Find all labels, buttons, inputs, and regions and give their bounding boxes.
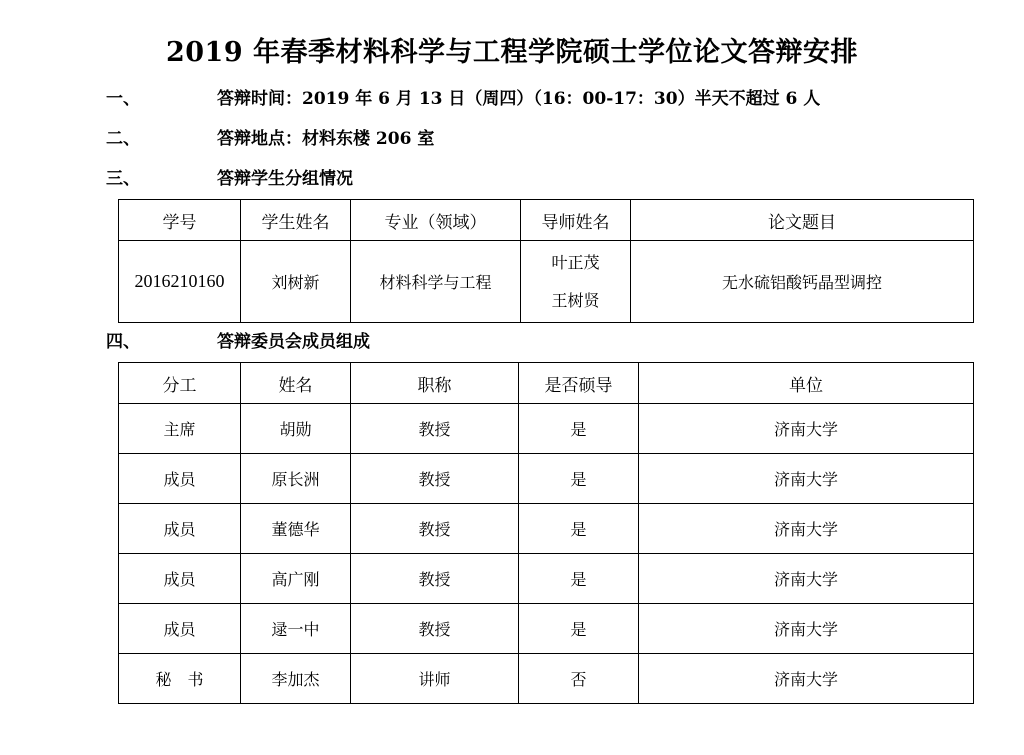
header-major: 专业（领域） <box>351 200 521 241</box>
name-cell: 高广刚 <box>241 554 351 604</box>
supervisor-cell: 是 <box>519 454 639 504</box>
committee-table <box>118 362 974 704</box>
advisor-name: 叶正茂 <box>551 252 600 272</box>
name-cell: 李加杰 <box>241 654 351 704</box>
table-row <box>119 454 974 504</box>
title-cell: 教授 <box>351 404 519 454</box>
section-number: 二、 <box>106 129 140 149</box>
name-cell: 董德华 <box>241 504 351 554</box>
title-cell: 教授 <box>351 554 519 604</box>
table-row <box>119 654 974 704</box>
section-text: 答辩学生分组情况 <box>217 169 353 189</box>
role-cell: 成员 <box>119 554 241 604</box>
unit-cell: 济南大学 <box>639 554 974 604</box>
name-cell: 原长洲 <box>241 454 351 504</box>
supervisor-cell: 是 <box>519 604 639 654</box>
role-cell: 秘 书 <box>119 654 241 704</box>
table-row <box>119 604 974 654</box>
student-id-cell: 2016210160 <box>119 241 241 323</box>
name-cell: 胡勋 <box>241 404 351 454</box>
table-header-row <box>119 363 974 404</box>
title-cell: 教授 <box>351 454 519 504</box>
role-cell: 主席 <box>119 404 241 454</box>
thesis-title-cell: 无水硫铝酸钙晶型调控 <box>631 241 974 323</box>
table-row <box>119 241 974 323</box>
section-text: 答辩委员会成员组成 <box>217 332 370 352</box>
page-title: 2019 年春季材料科学与工程学院硕士学位论文答辩安排 <box>165 37 859 68</box>
header-role: 分工 <box>119 363 241 404</box>
section-number: 一、 <box>106 89 140 109</box>
supervisor-cell: 是 <box>519 404 639 454</box>
unit-cell: 济南大学 <box>639 454 974 504</box>
title-cell: 讲师 <box>351 654 519 704</box>
supervisor-cell: 是 <box>519 554 639 604</box>
header-unit: 单位 <box>639 363 974 404</box>
role-cell: 成员 <box>119 504 241 554</box>
header-name: 姓名 <box>241 363 351 404</box>
advisor-cell <box>521 241 631 323</box>
name-cell: 逯一中 <box>241 604 351 654</box>
header-advisor: 导师姓名 <box>521 200 631 241</box>
table-row <box>119 504 974 554</box>
role-cell: 成员 <box>119 604 241 654</box>
section-number: 三、 <box>106 169 140 189</box>
section-text: 答辩时间：2019 年 6 月 13 日（周四）（16：00-17：30）半天不超过 6 人 <box>217 89 821 109</box>
header-student-id: 学号 <box>119 200 241 241</box>
title-cell: 教授 <box>351 504 519 554</box>
header-supervisor: 是否硕导 <box>519 363 639 404</box>
unit-cell: 济南大学 <box>639 604 974 654</box>
table-header-row <box>119 200 974 241</box>
section-text: 答辩地点：材料东楼 206 室 <box>217 129 435 149</box>
student-name-cell: 刘树新 <box>241 241 351 323</box>
header-student-name: 学生姓名 <box>241 200 351 241</box>
section-number: 四、 <box>106 332 140 352</box>
advisor-name: 王树贤 <box>551 290 600 310</box>
supervisor-cell: 是 <box>519 504 639 554</box>
unit-cell: 济南大学 <box>639 504 974 554</box>
header-title: 职称 <box>351 363 519 404</box>
table-row <box>119 404 974 454</box>
table-row <box>119 554 974 604</box>
role-cell: 成员 <box>119 454 241 504</box>
student-table <box>118 199 974 323</box>
supervisor-cell: 否 <box>519 654 639 704</box>
title-cell: 教授 <box>351 604 519 654</box>
header-thesis-title: 论文题目 <box>631 200 974 241</box>
unit-cell: 济南大学 <box>639 404 974 454</box>
major-cell: 材料科学与工程 <box>351 241 521 323</box>
unit-cell: 济南大学 <box>639 654 974 704</box>
